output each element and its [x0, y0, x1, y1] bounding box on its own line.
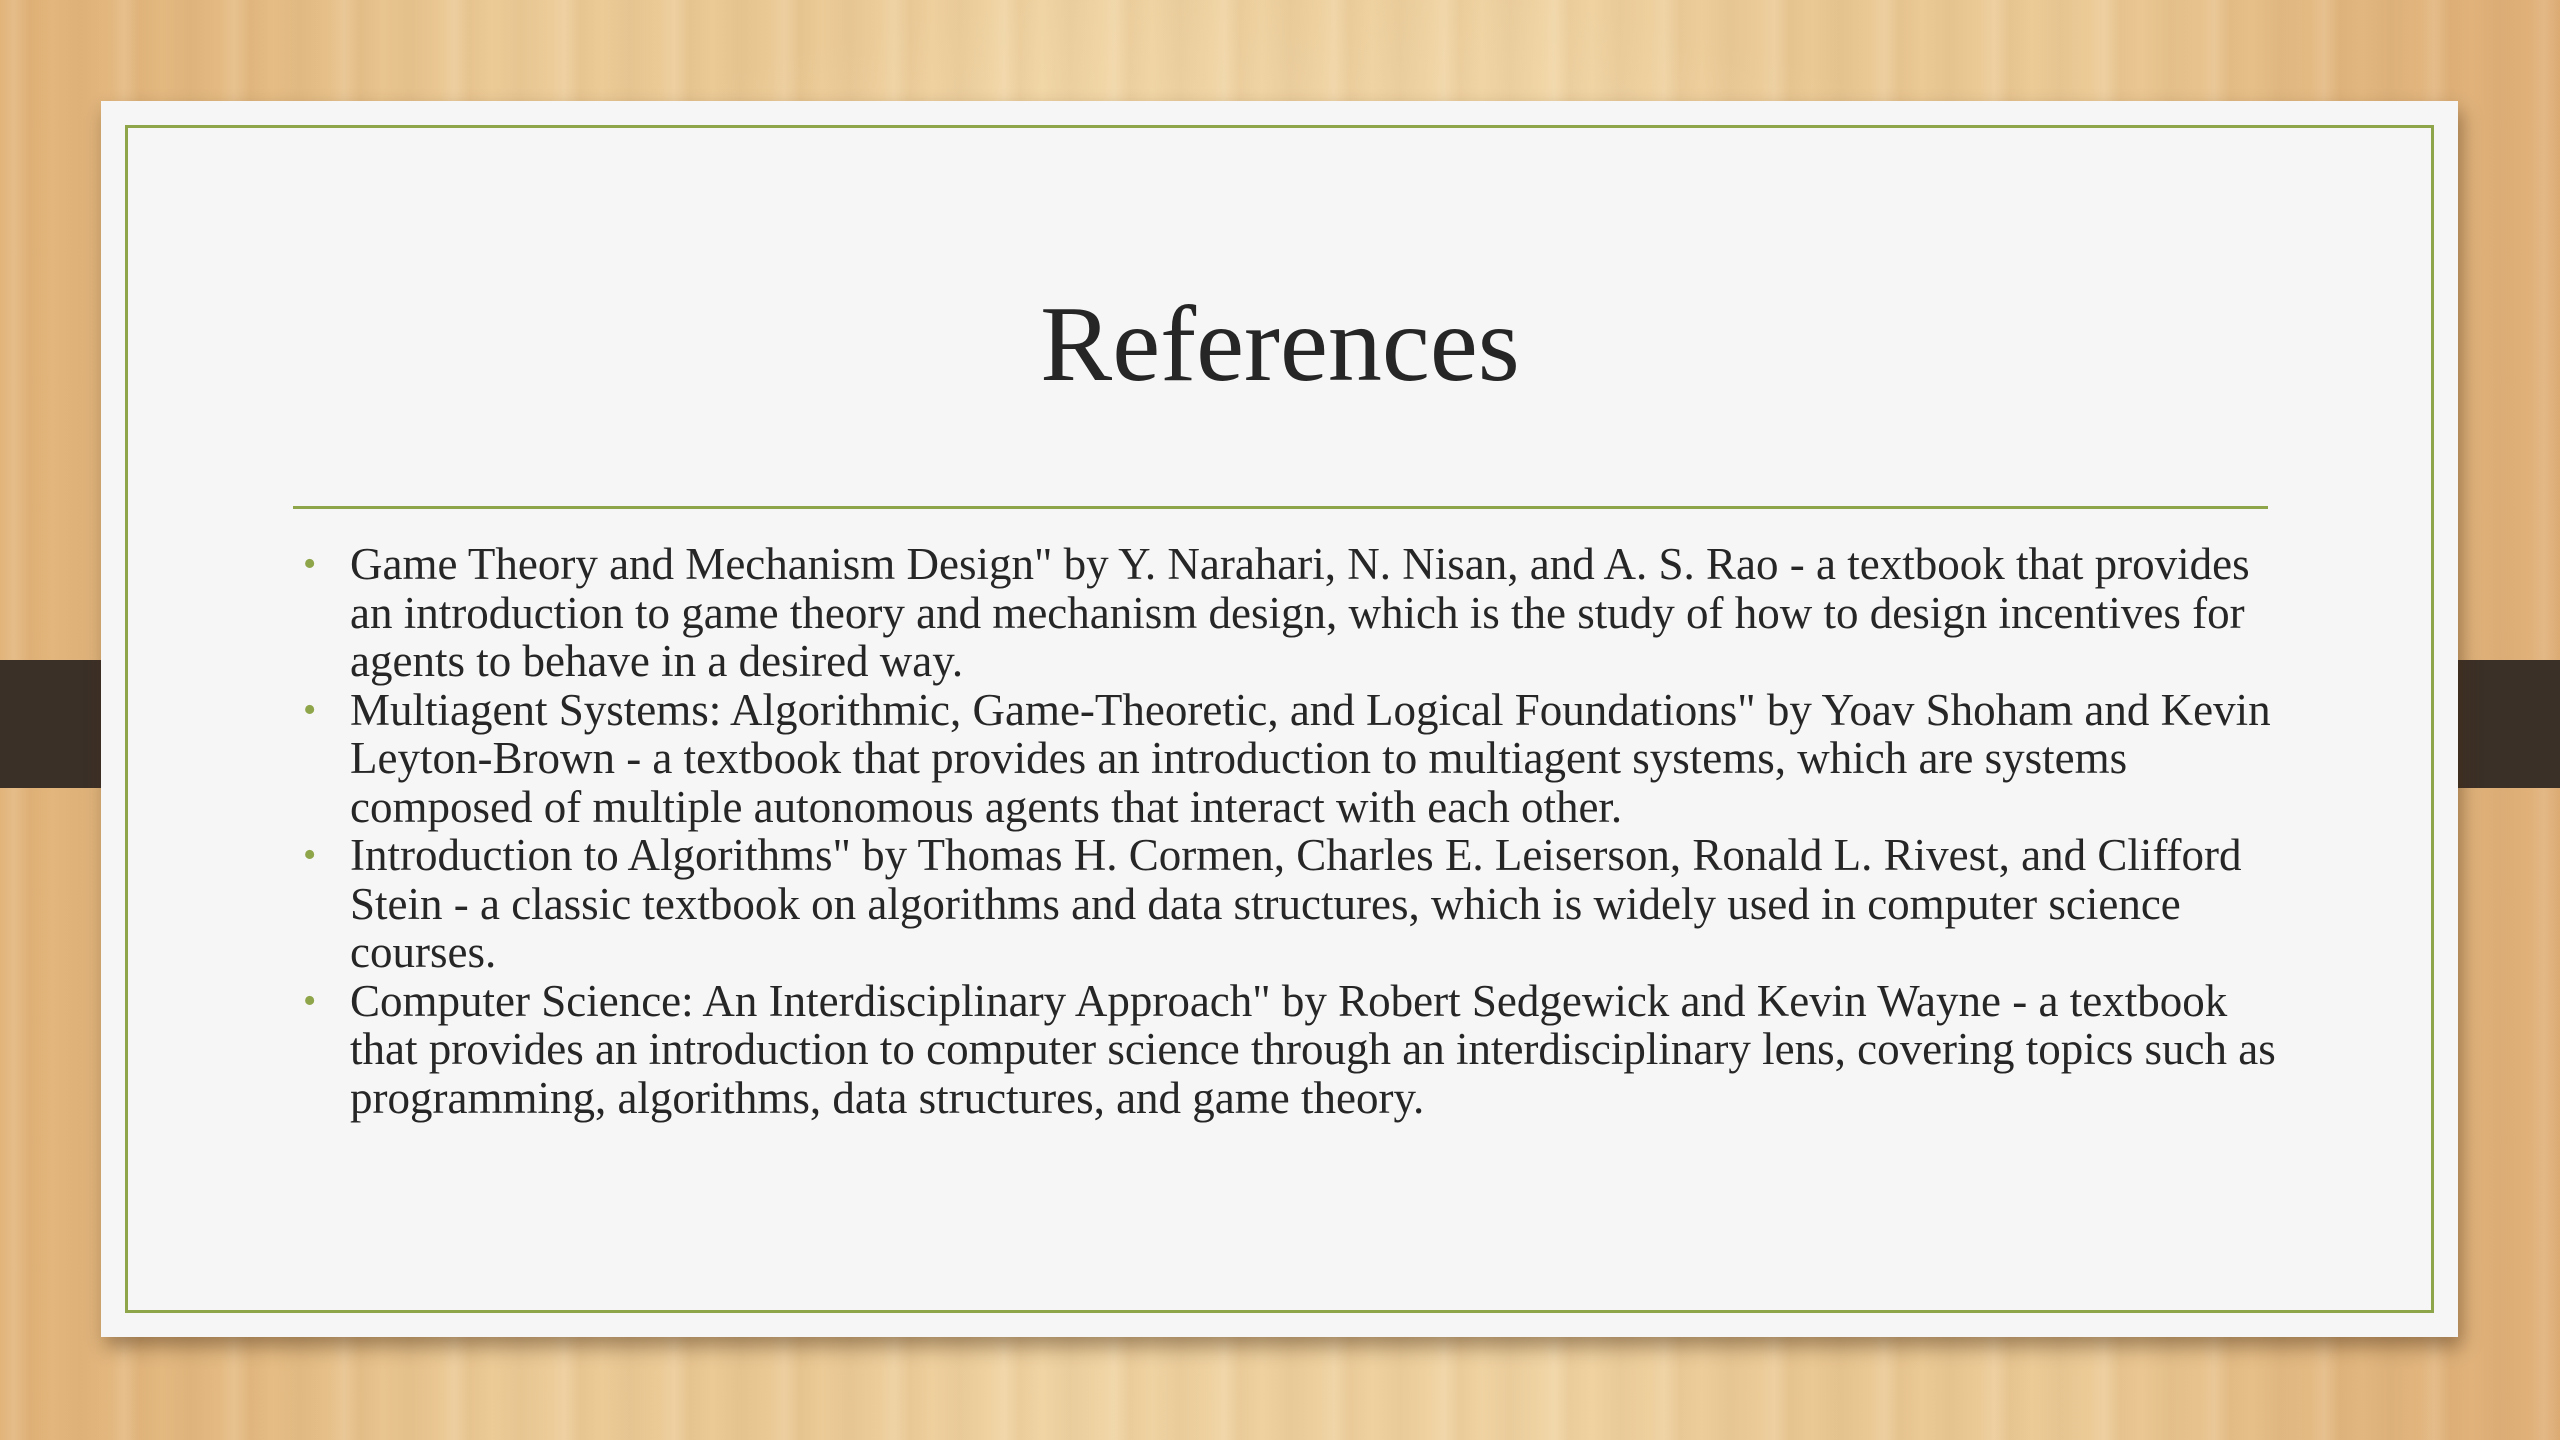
bullet-dot-icon: •	[303, 688, 317, 731]
reference-item	[303, 539, 2280, 686]
references-list	[303, 539, 2280, 1123]
reference-text: Introduction to Algorithms" by Thomas H. Cormen, Charles E. Leiserson, Ronald L. Rivest, and Clifford Stein - a classic textbook on algorithms and data structures, which is widely used in computer science courses.	[350, 830, 2242, 977]
reference-item	[303, 684, 2280, 832]
reference-text: Game Theory and Mechanism Design" by Y. Narahari, N. Nisan, and A. S. Rao - a textbook that provides an introduction to game theory and mechanism design, which is the study of how to design incentives for agents to behave in a desired way.	[350, 539, 2250, 686]
slide-title: References	[1040, 285, 1520, 404]
reference-item	[303, 975, 2280, 1123]
bullet-dot-icon: •	[303, 543, 317, 585]
reference-text: Multiagent Systems: Algorithmic, Game-Theoretic, and Logical Foundations" by Yoav Shoham and Kevin Leyton-Brown - a textbook that provides an introduction to multiagent systems, which are systems composed of multiple autonomous agents that interact with each other.	[350, 684, 2271, 832]
bullet-dot-icon: •	[303, 834, 317, 876]
reference-item	[303, 830, 2280, 977]
reference-text: Computer Science: An Interdisciplinary Approach" by Robert Sedgewick and Kevin Wayne - a textbook that provides an introduction to computer science through an interdisciplinary lens, covering topics such as programming, algorithms, data structures, and game theory.	[350, 975, 2276, 1123]
title-divider	[293, 506, 2268, 509]
bullet-dot-icon: •	[303, 979, 317, 1022]
